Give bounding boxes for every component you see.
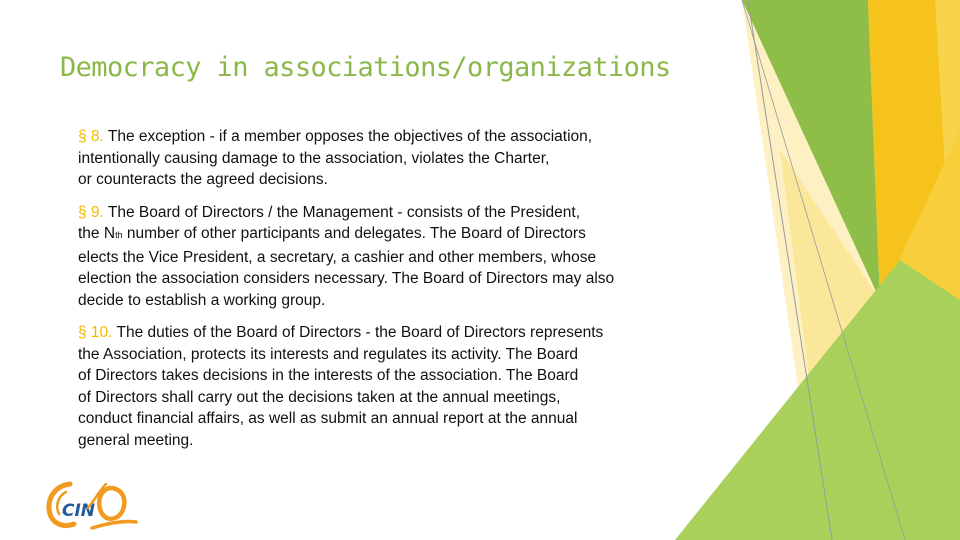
paragraph-line: of Directors takes decisions in the interests of the association. The Board	[78, 367, 579, 384]
paragraph-line: election the association considers necessary. The Board of Directors may also	[78, 270, 615, 287]
paragraph-text: The Board of Directors / the Management - consists of the President,	[107, 203, 581, 221]
section-marker: § 8.	[78, 128, 104, 145]
paragraph-section-10	[78, 322, 738, 451]
paragraph-line	[78, 202, 738, 224]
paragraph-text: The exception - if a member opposes the objectives of the association,	[107, 128, 593, 145]
paragraph-line: general meeting.	[78, 431, 194, 449]
paragraph-text: number of other participants and delegates. The Board of Directors	[122, 225, 586, 242]
paragraph-line: decide to establish a working group.	[78, 291, 326, 309]
paragraph-section-9	[78, 202, 738, 312]
paragraph-line: conduct financial affairs, as well as submit an annual report at the annual	[78, 410, 578, 427]
paragraph-line: elects the Vice President, a secretary, a cashier and other members, whose	[78, 248, 597, 266]
slide-body	[78, 126, 738, 462]
logo-text: CIN	[62, 501, 96, 521]
paragraph-section-8	[78, 126, 738, 191]
section-marker: § 9.	[78, 203, 104, 221]
paragraph-text: the N	[78, 225, 116, 242]
cin-logo-icon	[40, 478, 140, 534]
paragraph-line	[78, 126, 738, 148]
paragraph-line: the Association, protects its interests and regulates its activity. The Board	[78, 345, 578, 363]
paragraph-line	[78, 223, 738, 247]
section-marker: § 10.	[78, 324, 113, 341]
slide-title: Democracy in associations/organizations	[60, 52, 671, 83]
paragraph-line: of Directors shall carry out the decisions taken at the annual meetings,	[78, 388, 561, 406]
paragraph-line	[78, 322, 738, 344]
paragraph-text: The duties of the Board of Directors - the Board of Directors represents	[116, 324, 604, 341]
subscript-text: th	[115, 230, 123, 240]
paragraph-line: intentionally causing damage to the association, violates the Charter,	[78, 149, 550, 167]
paragraph-line: or counteracts the agreed decisions.	[78, 171, 328, 188]
